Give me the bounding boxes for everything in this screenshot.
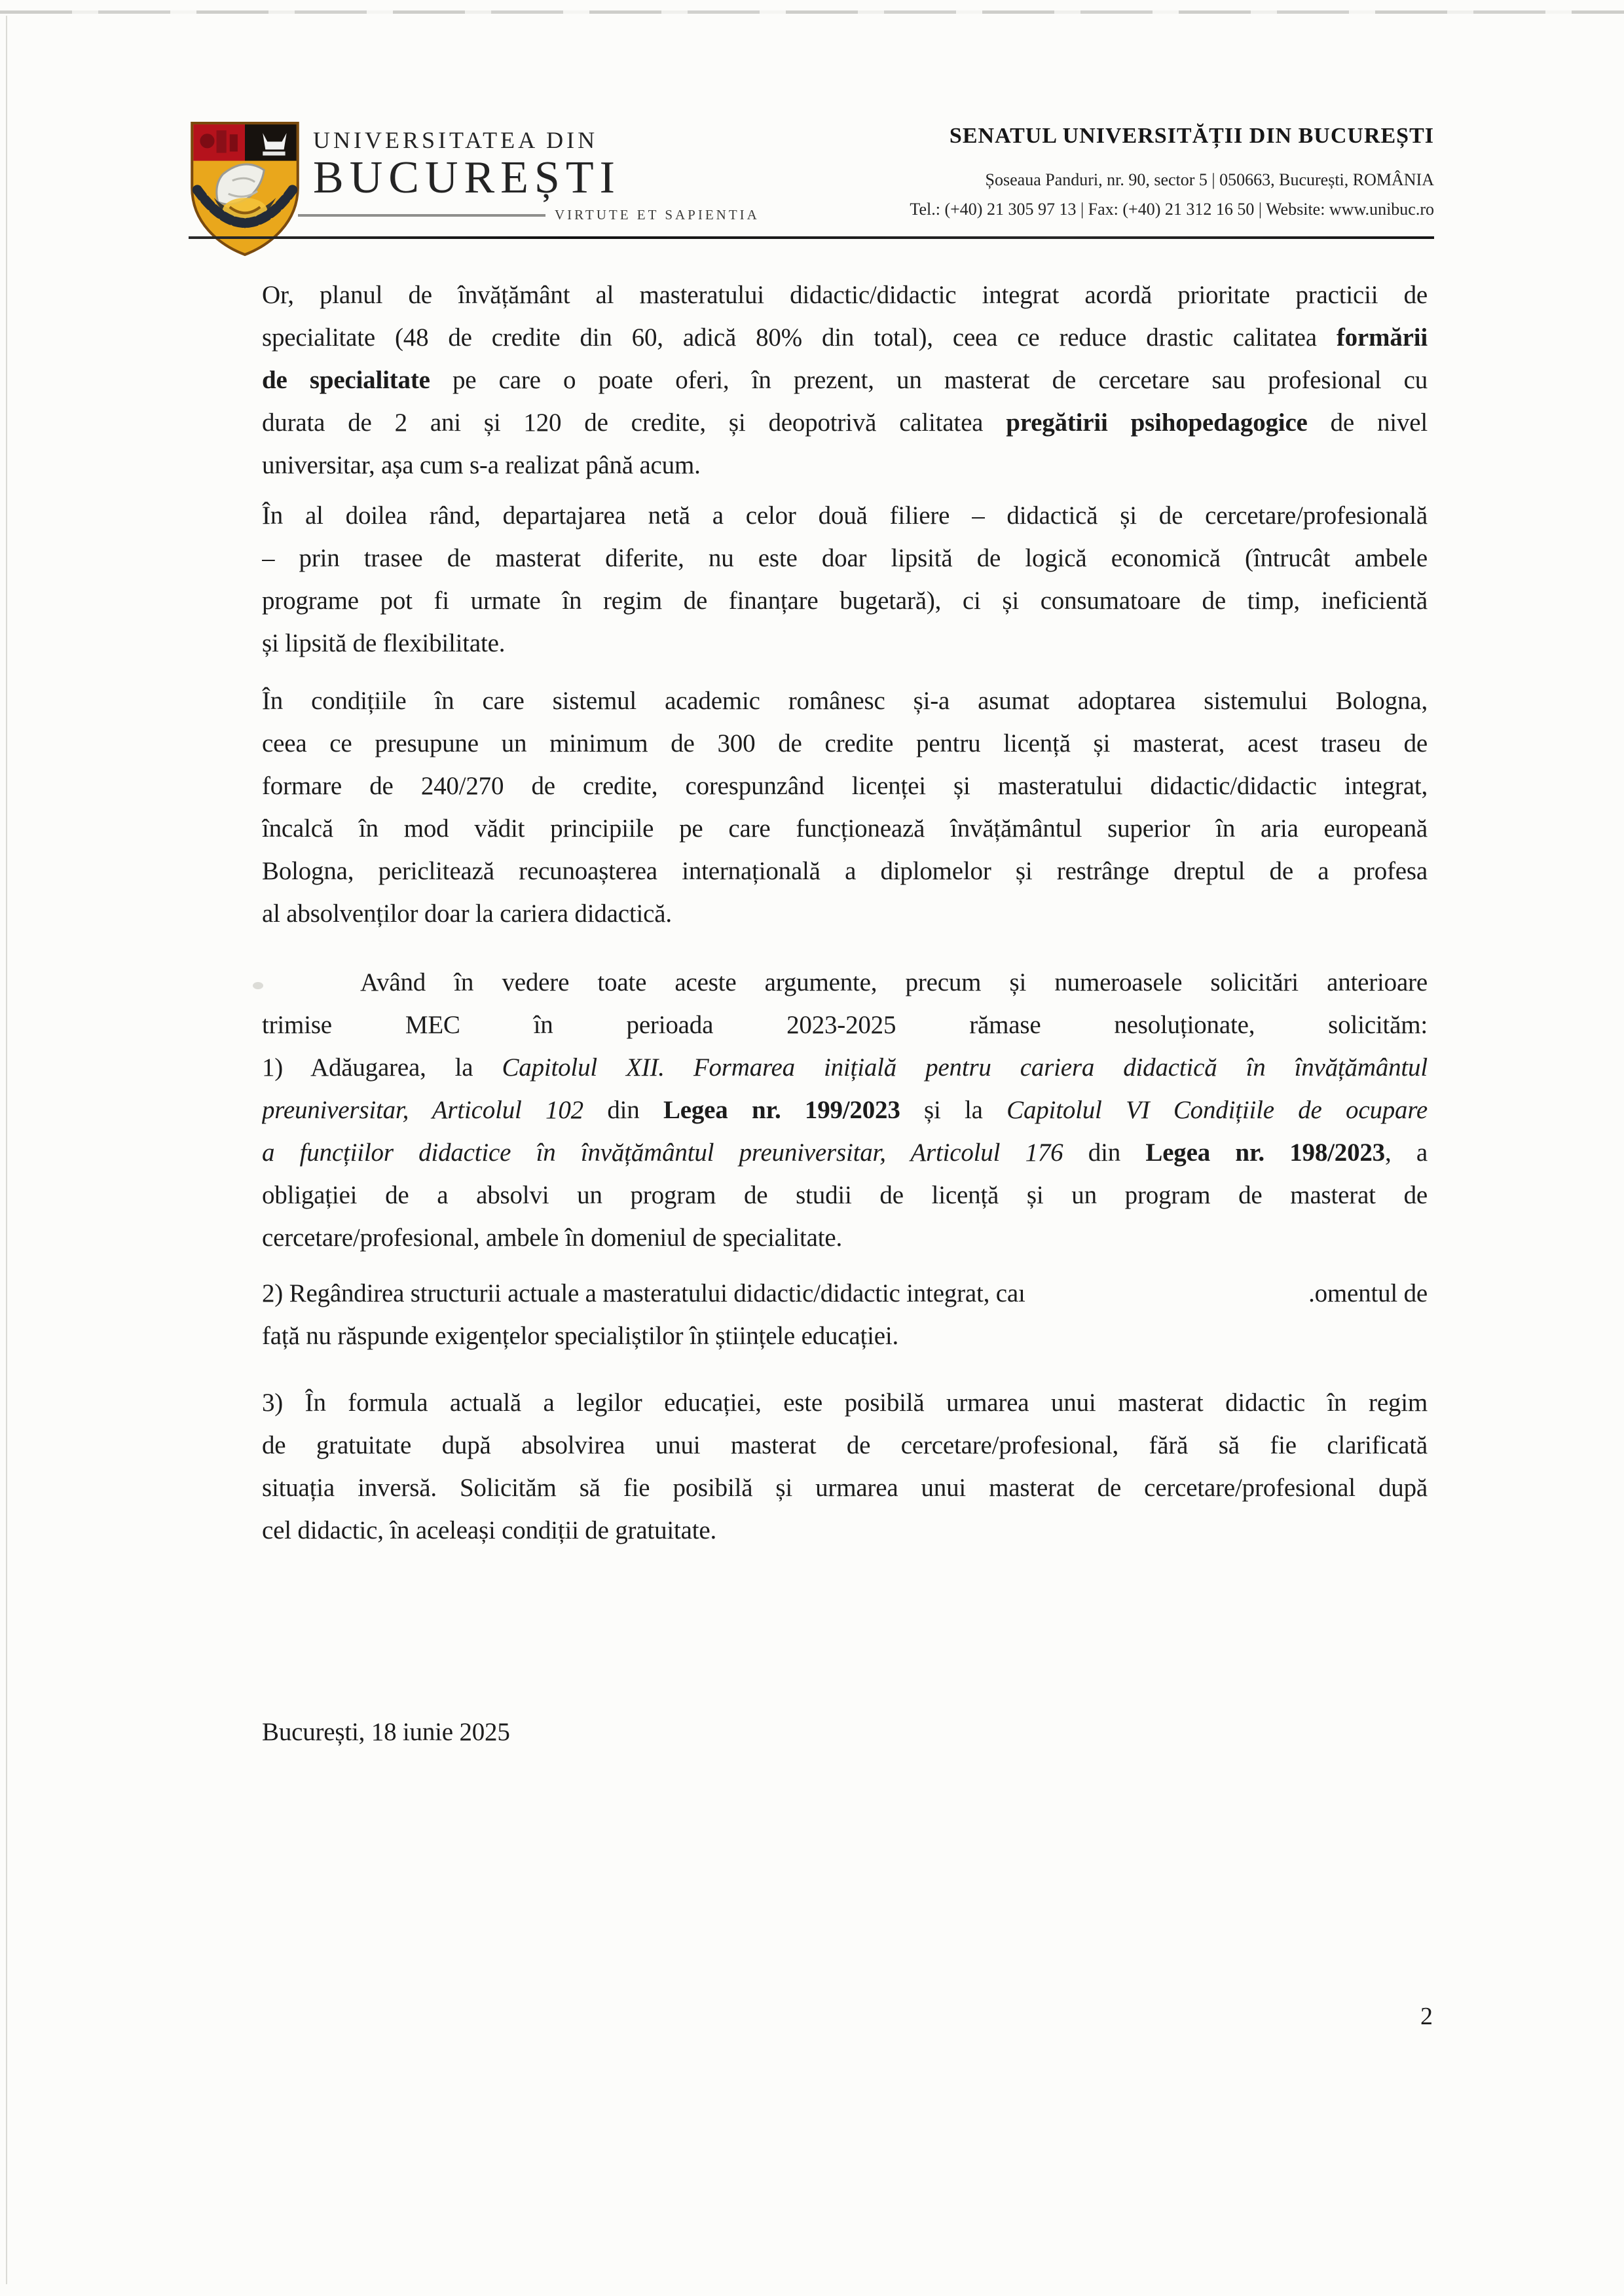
paragraph <box>262 1046 1428 1259</box>
text-line <box>262 444 1428 486</box>
text-line <box>262 892 1428 935</box>
paragraph <box>262 1381 1428 1552</box>
text-segment: durata de 2 ani și 120 de credite, și deopotrivă calitatea <box>262 409 1006 437</box>
text-line <box>262 807 1428 850</box>
text-segment: față nu răspunde exigențelor specialiștilor în științele educației. <box>262 1322 899 1350</box>
text-line <box>262 1004 1428 1046</box>
text-line <box>262 1381 1428 1424</box>
text-line <box>262 401 1428 444</box>
paragraph <box>262 680 1428 935</box>
text-line <box>262 850 1428 892</box>
text-segment: .omentul de <box>1308 1279 1428 1307</box>
text-segment: al absolvenților doar la cariera didactică. <box>262 900 672 928</box>
text-line <box>262 1174 1428 1216</box>
text-segment: cel didactic, în aceleași condiții de gratuitate. <box>262 1516 717 1544</box>
header-divider <box>189 236 1434 239</box>
text-segment: universitar, așa cum s-a realizat până acum. <box>262 451 701 479</box>
text-segment: ceea ce presupune un minimum de 300 de credite pentru licență și masterat, acest traseu de <box>262 729 1428 757</box>
text-line <box>262 1131 1428 1174</box>
text-segment: cercetare/profesional, ambele în domeniul de specialitate. <box>262 1224 843 1252</box>
text-segment: – prin trasee de masterat diferite, nu este doar lipsită de logică economică (întrucât ambele <box>262 544 1428 572</box>
text-line <box>262 1424 1428 1467</box>
text-line <box>262 359 1428 401</box>
letter-body <box>262 274 1428 1753</box>
text-segment: obligației de a absolvi un program de studii de licență și un program de masterat de <box>262 1181 1428 1209</box>
text-segment: În al doilea rând, departajarea netă a celor două filiere – didactică și de cercetare/profesională <box>262 501 1428 530</box>
text-segment: pregătirii psihopedagogice <box>1006 409 1308 437</box>
text-segment: de nivel <box>1307 409 1428 437</box>
text-segment: încalcă în mod vădit principiile pe care funcționează învățământul superior în aria europeană <box>262 814 1428 843</box>
text-segment: din <box>583 1096 663 1124</box>
text-segment: Bologna, periclitează recunoașterea internațională a diplomelor și restrânge dreptul de a profesa <box>262 857 1428 885</box>
motto-row <box>298 207 760 223</box>
paragraph <box>262 494 1428 665</box>
text-segment: 1) Adăugarea, la <box>262 1053 502 1082</box>
text-segment: formării <box>1336 323 1428 352</box>
text-line <box>262 274 1428 316</box>
place-date-line: București, 18 iunie 2025 <box>262 1718 510 1746</box>
text-segment: Capitolul XII. Formarea inițială pentru cariera didactică în învățământul <box>502 1053 1428 1082</box>
text-line <box>262 680 1428 722</box>
text-segment: a funcțiilor didactice în învățământul preuniversitar, Articolul 176 <box>262 1139 1063 1167</box>
text-segment: Legea nr. 199/2023 <box>663 1096 900 1124</box>
senate-address: Șoseaua Panduri, nr. 90, sector 5 | 050663, București, ROMÂNIA <box>985 170 1434 189</box>
text-line <box>262 1046 1428 1089</box>
senate-contact: Tel.: (+40) 21 305 97 13 | Fax: (+40) 21 312 16 50 | Website: www.unibuc.ro <box>910 200 1434 219</box>
text-segment: În condițiile în care sistemul academic românesc și-a asumat adoptarea sistemului Bologna, <box>262 687 1428 715</box>
text-segment: Or, planul de învățământ al masteratului didactic/didactic integrat acordă prioritate practicii de <box>262 281 1428 309</box>
page-number: 2 <box>1420 2003 1433 2030</box>
text-line <box>262 494 1428 537</box>
text-segment: Având în vedere toate aceste argumente, precum și numeroasele solicitări anterioare <box>360 968 1428 996</box>
text-line <box>262 579 1428 622</box>
university-name-line2: BUCUREȘTI <box>313 153 621 203</box>
scan-artifact-left-edge <box>6 16 7 2284</box>
text-segment: 2) Regândirea structurii actuale a masteratului didactic/didactic integrat, caı <box>262 1279 1025 1307</box>
scan-artifact-top-edge <box>0 10 1624 14</box>
senate-letterhead <box>910 122 1434 221</box>
university-name-block <box>313 126 621 202</box>
text-segment: 3) În formula actuală a legilor educației, este posibilă urmarea unui masterat didactic în regim <box>262 1389 1428 1417</box>
paragraph <box>262 274 1428 486</box>
text-line <box>262 765 1428 807</box>
text-segment: preuniversitar, Articolul 102 <box>262 1096 583 1124</box>
text-segment: de specialitate <box>262 366 430 394</box>
paragraph <box>262 1272 1428 1357</box>
text-segment: și lipsită de flexibilitate. <box>262 629 506 657</box>
text-line <box>262 316 1428 359</box>
text-line <box>262 622 1428 665</box>
text-line <box>262 1272 1428 1315</box>
text-segment: , a <box>1384 1139 1428 1167</box>
text-segment: specialitate (48 de credite din 60, adică 80% din total), ceea ce reduce drastic calitatea <box>262 323 1337 352</box>
text-line <box>262 1467 1428 1509</box>
text-line <box>262 961 1428 1004</box>
text-segment: de gratuitate după absolvirea unui masterat de cercetare/profesional, fără să fie clarificată <box>262 1431 1428 1459</box>
text-segment: formare de 240/270 de credite, corespunzând licenței și masteratului didactic/didactic integrat, <box>262 772 1428 800</box>
text-segment: situația inversă. Solicităm să fie posibilă și urmarea unui masterat de cercetare/profesional după <box>262 1474 1428 1502</box>
text-line <box>262 1216 1428 1259</box>
text-line <box>262 1315 1428 1357</box>
text-line <box>262 1089 1428 1131</box>
text-line <box>262 537 1428 579</box>
university-motto: VIRTUTE ET SAPIENTIA <box>555 207 760 223</box>
text-line <box>262 722 1428 765</box>
text-segment: din <box>1063 1139 1146 1167</box>
paragraphs-container <box>262 274 1428 1552</box>
text-segment: programe pot fi urmate în regim de finanțare bugetară), ci și consumatoare de timp, ineficientă <box>262 587 1428 615</box>
text-line <box>262 1509 1428 1552</box>
text-segment: Legea nr. 198/2023 <box>1145 1139 1385 1167</box>
text-segment: pe care o poate oferi, în prezent, un masterat de cercetare sau profesional cu <box>430 366 1428 394</box>
text-segment: Capitolul VI Condițiile de ocupare <box>1006 1096 1428 1124</box>
senate-title: SENATUL UNIVERSITĂȚII DIN BUCUREȘTI <box>949 124 1434 148</box>
text-segment: și la <box>900 1096 1007 1124</box>
motto-rule <box>298 214 545 217</box>
text-segment: trimise MEC în perioada 2023-2025 rămase nesoluționate, solicităm: <box>262 1011 1428 1039</box>
paragraph <box>262 961 1428 1046</box>
university-name-line1: UNIVERSITATEA DIN <box>313 127 599 153</box>
